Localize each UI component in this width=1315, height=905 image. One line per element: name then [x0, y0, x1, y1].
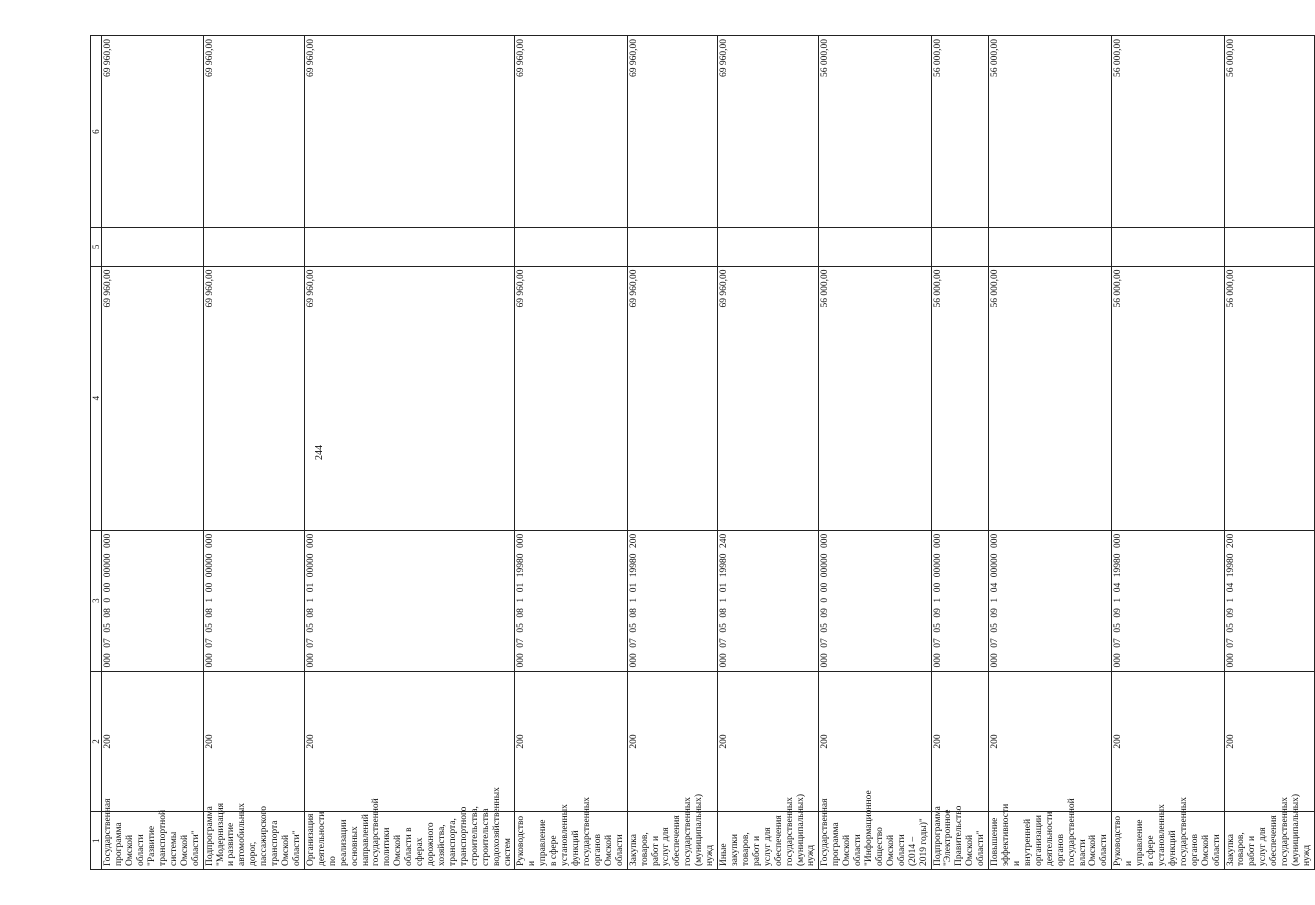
row-name: Государственная программа Омской области "Развитие транспортной системы Омской области": [102, 812, 203, 870]
code-part: 000: [516, 533, 527, 548]
budget-table: [90, 35, 1315, 870]
code-part: 05: [932, 623, 943, 633]
table-body: [102, 36, 1315, 870]
row-c5: [1224, 228, 1314, 266]
row-col-2: 200: [627, 671, 717, 812]
row-c6: 69 960,00: [718, 36, 819, 228]
code-parts: [629, 534, 640, 668]
row-code: [627, 530, 717, 671]
code-parts: [1226, 534, 1237, 668]
code-parts: [933, 534, 944, 668]
row-c4: 69 960,00: [627, 266, 717, 530]
code-part: 000: [204, 533, 215, 548]
code-part: 01: [719, 582, 730, 593]
row-c4: 56 000,00: [1112, 266, 1224, 530]
row-c5: [102, 228, 203, 266]
row-name: Подпрограмма "Электронное Правительство Омской области": [931, 812, 989, 870]
table-row: [1224, 36, 1314, 870]
row-code: [102, 530, 203, 671]
code-part: 05: [204, 623, 215, 633]
table-row: [819, 36, 931, 870]
row-code: [203, 530, 304, 671]
row-code: [304, 530, 515, 671]
code-part: 07: [1113, 638, 1124, 648]
row-c5: [931, 228, 989, 266]
code-part: 01: [628, 582, 639, 593]
header-col-4: 4: [91, 266, 102, 530]
header-row: [91, 36, 102, 870]
row-c6: 69 960,00: [627, 36, 717, 228]
row-name: Организация деятельности по реализации основных направлений государственной политики Омской области в сферах дорожного хозяйства, транспорта, транспортного строительства, строительства водохозяйственных систем: [304, 812, 515, 870]
code-part: 200: [628, 533, 639, 548]
code-part: 000: [1113, 533, 1124, 548]
row-name: Иные закупки товаров, работ и услуг для обеспечения государственных (муниципальных) нужд: [718, 812, 819, 870]
row-col-2: 200: [989, 671, 1112, 812]
code-part: 00000: [305, 553, 316, 578]
row-code: [819, 530, 931, 671]
code-part: 1: [1113, 597, 1124, 603]
code-part: 04: [990, 582, 1001, 593]
code-part: 05: [1225, 623, 1236, 633]
code-part: 19980: [1225, 553, 1236, 578]
row-c4: 69 960,00: [304, 266, 515, 530]
code-part: 000: [932, 533, 943, 548]
code-part: 08: [719, 608, 730, 618]
row-c4: 69 960,00: [102, 266, 203, 530]
row-c5: [718, 228, 819, 266]
row-name: Государственная программа Омской области "Информационное общество Омской области (2014 – 2019 годы)": [819, 812, 931, 870]
code-part: 19980: [516, 553, 527, 578]
code-part: 00: [820, 582, 831, 593]
code-part: 01: [305, 582, 316, 593]
table-row: [304, 36, 515, 870]
table-row: [1112, 36, 1224, 870]
code-part: 05: [516, 623, 527, 633]
row-c6: 56 000,00: [989, 36, 1112, 228]
code-part: 07: [719, 638, 730, 648]
table-row: [718, 36, 819, 870]
code-part: 05: [103, 623, 114, 633]
code-part: 1: [305, 597, 316, 603]
row-col-2: 200: [515, 671, 627, 812]
header-col-2: 2: [91, 671, 102, 812]
row-col-2: 200: [1112, 671, 1224, 812]
code-part: 09: [990, 608, 1001, 618]
code-part: 000: [103, 653, 114, 668]
table-row: [203, 36, 304, 870]
code-part: 19980: [1113, 553, 1124, 578]
code-part: 08: [103, 608, 114, 618]
code-part: 01: [516, 582, 527, 593]
code-part: 000: [628, 653, 639, 668]
code-parts: [820, 534, 831, 668]
table-row: [102, 36, 203, 870]
row-code: [989, 530, 1112, 671]
code-part: 05: [719, 623, 730, 633]
header-col-3: 3: [91, 530, 102, 671]
table-row: [627, 36, 717, 870]
code-part: 0: [103, 597, 114, 603]
row-name: Закупка товаров, работ и услуг для обеспечения государственных (муниципальных) нужд: [1224, 812, 1314, 870]
code-part: 240: [719, 533, 730, 548]
code-part: 05: [628, 623, 639, 633]
code-part: 09: [820, 608, 831, 618]
code-part: 000: [103, 533, 114, 548]
row-c6: 56 000,00: [1224, 36, 1314, 228]
code-part: 000: [990, 653, 1001, 668]
row-code: [931, 530, 989, 671]
code-part: 1: [990, 597, 1001, 603]
row-c6: 69 960,00: [515, 36, 627, 228]
page-number: 244: [314, 445, 325, 460]
row-c4: 56 000,00: [989, 266, 1112, 530]
row-code: [718, 530, 819, 671]
code-part: 05: [1113, 623, 1124, 633]
row-c5: [989, 228, 1112, 266]
row-col-2: 200: [102, 671, 203, 812]
code-parts: [990, 534, 1001, 668]
code-part: 07: [990, 638, 1001, 648]
code-part: 05: [820, 623, 831, 633]
code-part: 000: [932, 653, 943, 668]
row-c6: 69 960,00: [304, 36, 515, 228]
row-c6: 69 960,00: [203, 36, 304, 228]
row-c6: 56 000,00: [819, 36, 931, 228]
code-part: 08: [516, 608, 527, 618]
row-c5: [203, 228, 304, 266]
row-col-2: 200: [819, 671, 931, 812]
code-part: 00000: [932, 553, 943, 578]
code-part: 07: [516, 638, 527, 648]
row-col-2: 200: [304, 671, 515, 812]
code-part: 000: [820, 653, 831, 668]
code-part: 07: [932, 638, 943, 648]
row-name: Закупка товаров, работ и услуг для обеспечения государственных (муниципальных) нужд: [627, 812, 717, 870]
code-part: 09: [932, 608, 943, 618]
row-c4: 56 000,00: [1224, 266, 1314, 530]
row-c5: [515, 228, 627, 266]
code-part: 200: [1225, 533, 1236, 548]
row-name: Подпрограмма "Модернизация и развитие автомобильных дорог, пассажирского транспорта Омской области": [203, 812, 304, 870]
code-part: 1: [204, 597, 215, 603]
code-part: 1: [516, 597, 527, 603]
code-part: 00000: [990, 553, 1001, 578]
code-part: 07: [305, 638, 316, 648]
row-code: [1112, 530, 1224, 671]
header-col-5: 5: [91, 228, 102, 266]
rotated-budget-table: [90, 35, 1312, 870]
code-parts: [516, 534, 527, 668]
code-part: 000: [1225, 653, 1236, 668]
row-c6: 56 000,00: [1112, 36, 1224, 228]
code-part: 00: [932, 582, 943, 593]
code-parts: [1113, 534, 1124, 668]
code-parts: [719, 534, 730, 668]
row-name: Руководство и управление в сфере установленных функций государственных органов Омской области: [515, 812, 627, 870]
row-c6: 56 000,00: [931, 36, 989, 228]
code-part: 000: [305, 653, 316, 668]
row-name: Повышение эффективности и внутренней организации деятельности органов государственной власти Омской области: [989, 812, 1112, 870]
code-part: 000: [516, 653, 527, 668]
code-part: 19980: [628, 553, 639, 578]
header-col-1: 1: [91, 812, 102, 870]
row-c4: 69 960,00: [203, 266, 304, 530]
code-part: 1: [1225, 597, 1236, 603]
code-part: 07: [103, 638, 114, 648]
row-c5: [304, 228, 515, 266]
table-row: [931, 36, 989, 870]
row-col-2: 200: [931, 671, 989, 812]
row-col-2: 200: [1224, 671, 1314, 812]
code-part: 000: [990, 533, 1001, 548]
code-part: 000: [305, 533, 316, 548]
code-part: 1: [628, 597, 639, 603]
code-parts: [205, 534, 216, 668]
code-part: 07: [628, 638, 639, 648]
code-part: 000: [719, 653, 730, 668]
code-part: 00000: [820, 553, 831, 578]
code-part: 05: [305, 623, 316, 633]
row-name: Руководство и управление в сфере установленных функций государственных органов Омской области: [1112, 812, 1224, 870]
row-c4: 69 960,00: [515, 266, 627, 530]
header-col-6: 6: [91, 36, 102, 228]
code-part: 09: [1225, 608, 1236, 618]
row-c5: [627, 228, 717, 266]
code-part: 000: [1113, 653, 1124, 668]
code-part: 00: [204, 582, 215, 593]
code-part: 00000: [103, 553, 114, 578]
row-c4: 56 000,00: [819, 266, 931, 530]
table-row: [515, 36, 627, 870]
code-part: 09: [1113, 608, 1124, 618]
code-part: 08: [204, 608, 215, 618]
code-part: 04: [1113, 582, 1124, 593]
row-c4: 69 960,00: [718, 266, 819, 530]
code-part: 000: [204, 653, 215, 668]
code-part: 19980: [719, 553, 730, 578]
code-part: 04: [1225, 582, 1236, 593]
code-part: 1: [932, 597, 943, 603]
code-part: 05: [990, 623, 1001, 633]
code-part: 00000: [204, 553, 215, 578]
code-part: 0: [820, 597, 831, 603]
table-row: [989, 36, 1112, 870]
row-code: [515, 530, 627, 671]
code-part: 000: [820, 533, 831, 548]
code-part: 00: [103, 582, 114, 593]
code-part: 07: [1225, 638, 1236, 648]
row-c5: [1112, 228, 1224, 266]
row-col-2: 200: [718, 671, 819, 812]
code-part: 07: [820, 638, 831, 648]
code-part: 07: [204, 638, 215, 648]
code-part: 08: [628, 608, 639, 618]
code-parts: [306, 534, 317, 668]
code-parts: [103, 534, 114, 668]
row-c6: 69 960,00: [102, 36, 203, 228]
code-part: 1: [719, 597, 730, 603]
row-c5: [819, 228, 931, 266]
row-col-2: 200: [203, 671, 304, 812]
row-code: [1224, 530, 1314, 671]
code-part: 08: [305, 608, 316, 618]
row-c4: 56 000,00: [931, 266, 989, 530]
